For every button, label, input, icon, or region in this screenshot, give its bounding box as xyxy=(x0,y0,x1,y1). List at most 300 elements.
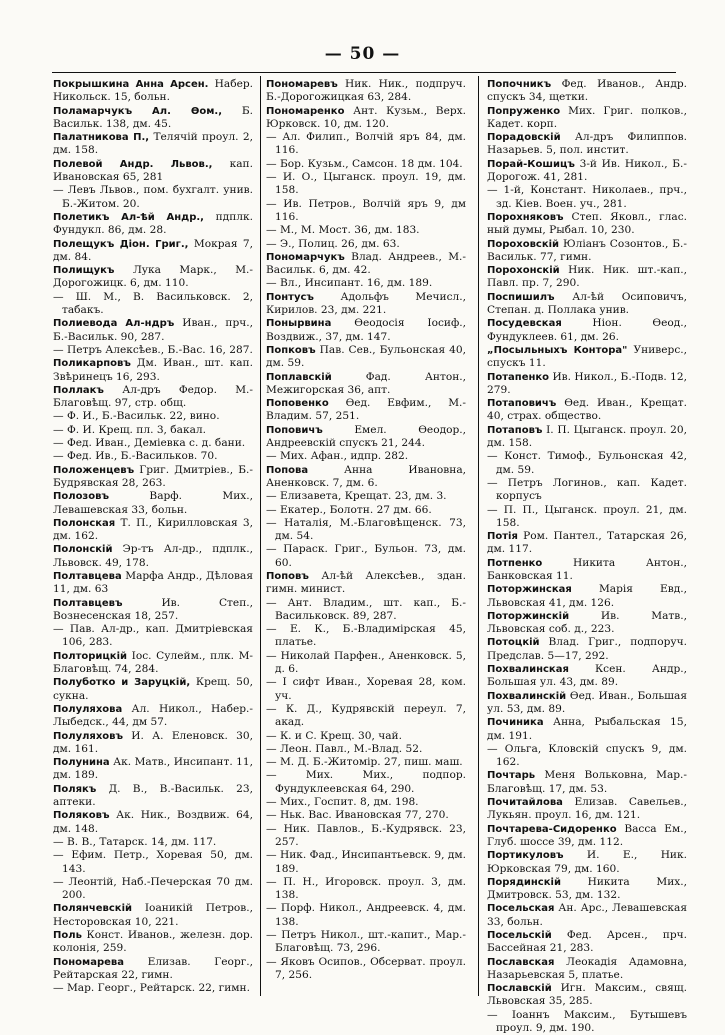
entry-details: Игн. Максим., свящ. Львовская 35, 285. xyxy=(487,982,687,1008)
entry-details: — Петръ Логинов., кап. Кадет. корпусъ xyxy=(487,476,687,503)
entry-name: Посельскій xyxy=(487,930,552,941)
directory-entry xyxy=(53,517,253,544)
directory-entry xyxy=(53,597,253,624)
entry-details: — I сифт Иван., Хоревая 28, ком. уч. xyxy=(266,676,466,702)
directory-entry xyxy=(53,623,253,650)
entry-name: Портикуловъ xyxy=(487,850,564,862)
entry-details: — Ф. И., Б.-Васильк. 22, вино. xyxy=(53,410,220,423)
entry-name: Попочникъ xyxy=(487,79,552,90)
entry-details: — Мих., Госпит. 8, дм. 198. xyxy=(266,796,419,809)
entry-details: Марія Евд., Львовская 41, дм. 126. xyxy=(487,583,688,609)
directory-entry xyxy=(266,78,466,105)
entry-details: Ѳед. Иван., Большая ул. 53, дм. 89. xyxy=(487,689,688,715)
entry-name: Поторжинскій xyxy=(487,610,570,622)
directory-entry xyxy=(266,570,466,597)
directory-entry xyxy=(266,902,466,929)
entry-details: Иван., прч., Б.-Васильк. 90, 287. xyxy=(53,317,254,343)
entry-name: Пономаревъ xyxy=(266,79,338,90)
directory-entry xyxy=(487,982,687,1009)
entry-details: Лука Марк., М.-Дорогожицк. 6, дм. 110. xyxy=(53,264,253,290)
entry-details: Ал. Никол., Набер.-Лыбедск., 44, дм 57. xyxy=(53,702,253,729)
directory-entry xyxy=(53,543,253,570)
directory-entry xyxy=(53,131,253,158)
directory-entry xyxy=(53,437,253,450)
entry-name: Полонскій xyxy=(53,544,113,556)
entry-details: — 1-й, Констант. Николаев., прч., зд. Кіев. Воен. уч., 281. xyxy=(487,184,687,210)
directory-entry xyxy=(266,929,466,956)
entry-name: Пономарчукъ xyxy=(266,251,345,263)
directory-entry xyxy=(487,78,687,105)
directory-entry xyxy=(487,397,687,424)
entry-details: — Пав. Ал-др., кап. Дмитріевская 106, 283. xyxy=(53,623,253,649)
directory-entry xyxy=(266,158,466,171)
directory-entry xyxy=(487,849,687,876)
directory-entry xyxy=(266,504,466,517)
directory-entry xyxy=(53,291,253,318)
entry-details: Ніон. Ѳеод., Фундуклеев. 61, дм. 26. xyxy=(487,317,687,343)
entry-details: Пав. Сев., Бульонская 40, дм. 59. xyxy=(266,343,466,370)
directory-entry xyxy=(53,357,253,384)
directory-entry xyxy=(266,543,466,570)
entry-details: — Мар. Георг., Рейтарск. 22, гимн. xyxy=(53,982,250,995)
entry-name: Полевой Андр. Львов., xyxy=(53,158,213,170)
entry-name: Полуляхова xyxy=(53,703,123,715)
entry-name: Понырвина xyxy=(266,318,332,330)
entry-name: Потаповичъ xyxy=(487,398,557,410)
entry-name: Покрышкина Анна Арсен. xyxy=(53,79,209,90)
directory-entry xyxy=(487,105,687,132)
entry-details: Степ. Яковл., глас. ный думы, Рыбал. 10, 230. xyxy=(487,210,687,237)
directory-entry xyxy=(487,424,687,451)
directory-entry xyxy=(487,902,687,929)
directory-entry xyxy=(53,849,253,876)
entry-details: Ив. Матв., Львовская соб. д., 223. xyxy=(487,609,687,636)
entry-details: — Порф. Никол., Андреевск. 4, дм. 138. xyxy=(266,902,466,928)
page-number: — 50 — xyxy=(324,44,401,64)
entry-details: Варф. Мих., Левашевская 33, больн. xyxy=(53,490,253,516)
directory-entry xyxy=(266,730,466,743)
directory-entry xyxy=(487,238,687,265)
directory-entry xyxy=(266,424,466,451)
directory-entry xyxy=(266,809,466,822)
directory-entry xyxy=(487,610,687,637)
column-divider xyxy=(478,76,479,996)
entry-details: Влад. Григ., подпоруч. Предслав. 5—17, 292. xyxy=(487,636,687,662)
directory-entry xyxy=(53,450,253,463)
entry-details: — Петръ Алексѣев., Б.-Вас. 16, 287. xyxy=(53,343,253,356)
entry-details: Ан. Арс., Левашевская 33, больн. xyxy=(487,902,687,928)
entry-details: Елизав. Георг., Рейтарская 22, гимн. xyxy=(53,955,254,981)
entry-details: Емел. Ѳеодор., Андреевскій спускъ 21, 244. xyxy=(266,423,466,450)
entry-name: Полторицкій xyxy=(53,650,128,662)
entry-name: Полуляховъ xyxy=(53,730,123,742)
directory-entry xyxy=(53,902,253,929)
entry-details: Ив. Степ., Вознесенская 18, 257. xyxy=(53,596,253,622)
entry-details: — И. О., Цыганск. проул. 19, дм. 158. xyxy=(266,171,466,197)
entry-details: Никита Мих., Дмитровск. 53, дм. 132. xyxy=(487,875,687,902)
entry-name: Полянчевскій xyxy=(53,903,133,915)
directory-entry xyxy=(266,371,466,398)
entry-name: Порохонскій xyxy=(487,265,560,277)
directory-entry xyxy=(487,743,687,770)
entry-details: Анна, Рыбальская 15, дм. 191. xyxy=(487,716,687,742)
directory-entry xyxy=(53,211,253,238)
directory-entry xyxy=(487,530,687,557)
entry-details: Ант. Кузьм., Верх. Юрковск. 10, дм. 120. xyxy=(266,104,466,130)
directory-entry xyxy=(266,796,466,809)
directory-entry xyxy=(53,238,253,265)
directory-entry xyxy=(487,636,687,663)
directory-entry xyxy=(53,410,253,423)
directory-entry xyxy=(487,823,687,850)
directory-entry xyxy=(487,663,687,690)
entry-details: Ал-ѣй Алексѣев., здан. гимн. минист. xyxy=(266,569,466,596)
directory-entry xyxy=(266,224,466,237)
directory-entry xyxy=(53,78,253,105)
directory-entry xyxy=(266,490,466,503)
entry-details: — Ал. Филип., Волчій яръ 84, дм. 116. xyxy=(266,131,466,157)
entry-details: — Леон. Павл., М.-Влад. 52. xyxy=(266,742,423,755)
entry-name: Потапенко xyxy=(487,371,550,383)
entry-details: — Наталія, М.-Благовѣщенск. 73, дм. 54. xyxy=(266,516,466,543)
entry-details: — М., М. Мост. 36, дм. 183. xyxy=(266,224,420,237)
entry-details: — В. В., Татарск. 14, дм. 117. xyxy=(53,835,217,848)
entry-details: И. Е., Ник. Юрковская 79, дм. 160. xyxy=(487,849,687,875)
directory-entry xyxy=(266,171,466,198)
directory-entry xyxy=(487,317,687,344)
header-rule xyxy=(52,72,676,73)
entry-name: Поллакъ xyxy=(53,384,104,396)
entry-details: — Параск. Григ., Бульон. 73, дм. 60. xyxy=(266,543,466,569)
entry-details: — К. и С. Крещ. 30, чай. xyxy=(266,729,402,742)
entry-details: — Ант. Владим., шт. кап., Б.-Васильковск. 89, 287. xyxy=(266,596,466,622)
entry-name: Попова xyxy=(266,464,309,476)
entry-details: — Леонтій, Наб.-Печерская 70 дм. 200. xyxy=(53,875,253,902)
entry-details: — П. Н., Игоровск. проул. 3, дм. 138. xyxy=(266,875,466,902)
entry-details: Іос. Сулейм., плк. М-Благовѣщ. 74, 284. xyxy=(53,649,254,676)
entry-details: — Ольга, Кловскій спускъ 9, дм. 162. xyxy=(487,742,687,769)
entry-details: Елизав. Савельев., Лукьян. проул. 16, дм. 121. xyxy=(487,796,687,822)
entry-details: — Петръ Никол., шт.-капит., Мар.-Благовѣщ. 73, 296. xyxy=(266,929,466,955)
entry-name: Поляковъ xyxy=(53,810,110,822)
directory-entry xyxy=(487,956,687,983)
entry-details: — Ефим. Петр., Хоревая 50, дм. 143. xyxy=(53,849,253,875)
entry-name: Палатникова П., xyxy=(53,132,150,144)
entry-details: Мокрая 7, дм. 84. xyxy=(53,237,253,263)
entry-details: — Яковъ Осипов., Обсерват. проул. 7, 256. xyxy=(266,955,466,981)
directory-entry xyxy=(53,956,253,983)
entry-details: Крещ. 50, сукна. xyxy=(53,676,253,702)
entry-details: Фед. Арсен., прч. Бассейная 21, 283. xyxy=(487,929,687,955)
entry-name: Понтусъ xyxy=(266,291,314,303)
entry-details: Леокадія Адамовна, Назарьевская 5, платье. xyxy=(487,955,687,981)
entry-name: Потія xyxy=(487,531,518,543)
entry-details: Телячій проул. 2, дм. 158. xyxy=(53,131,253,157)
entry-name: Починика xyxy=(487,717,544,729)
entry-name: Попруженко xyxy=(487,105,561,117)
entry-details: Юліанъ Созонтов., Б.-Васильк. 77, гимн. xyxy=(487,237,687,263)
entry-name: Почитайлова xyxy=(487,797,563,809)
entry-name: Поликарповъ xyxy=(53,358,131,370)
entry-name: Посудевская xyxy=(487,318,562,330)
entry-name: Полетикъ Ал-ѣй Андр., xyxy=(53,211,204,223)
directory-entry xyxy=(266,956,466,983)
column-1 xyxy=(53,78,253,996)
directory-entry xyxy=(487,131,687,158)
entry-details: — Іоаннъ Максим., Бутышевъ проул. 9, дм. 190. xyxy=(487,1008,687,1035)
entry-name: Поповъ xyxy=(266,570,309,582)
directory-entry xyxy=(487,690,687,717)
entry-details: Ал-дръ Филиппов. Назарьев. 5, пол. инстит. xyxy=(487,131,687,157)
directory-entry xyxy=(487,876,687,903)
entry-details: пдплк. Фундукл. 86, дм. 28. xyxy=(53,210,253,237)
entry-name: Пославская xyxy=(487,956,555,968)
directory-entry xyxy=(53,384,253,411)
entry-details: Ак. Матв., Инсипант. 11, дм. 189. xyxy=(53,756,253,782)
directory-entry xyxy=(53,783,253,810)
entry-name: Поповичъ xyxy=(266,424,323,436)
entry-details: — Елизавета, Крещат. 23, дм. 3. xyxy=(266,490,447,503)
entry-details: Дм. Иван., шт. кап. Звѣринецъ 16, 293. xyxy=(53,357,253,383)
directory-entry xyxy=(266,849,466,876)
entry-details: Универс., спускъ 11. xyxy=(487,343,687,370)
entry-name: Порядинскій xyxy=(487,876,561,888)
entry-details: — К. Д., Кудрявскій переул. 7, акад. xyxy=(266,702,466,729)
entry-name: Поламарчукъ Ал. Ѳом., xyxy=(53,105,222,117)
entry-details: — Ш. М., В. Васильковск. 2, табакъ. xyxy=(53,290,253,317)
entry-details: кап. Ивановская 65, 281 xyxy=(53,157,253,184)
directory-entry xyxy=(487,371,687,398)
directory-entry xyxy=(53,424,253,437)
entry-details: Д. В., В.-Васильк. 23, аптеки. xyxy=(53,782,253,809)
directory-entry xyxy=(266,397,466,424)
entry-details: — Мих. Афан., идпр. 282. xyxy=(266,450,409,463)
directory-entry xyxy=(53,703,253,730)
entry-details: Б. Васильк. 138, дм. 45. xyxy=(53,104,253,130)
entry-name: Похвалинскій xyxy=(487,690,567,702)
directory-entry xyxy=(266,703,466,730)
entry-details: Ал-ѣй Осиповичъ, Степан. д. Поллака унив. xyxy=(487,290,687,317)
directory-entry xyxy=(487,796,687,823)
directory-entry xyxy=(53,836,253,849)
entry-details: Марфа Андр., Дѣловая 11, дм. 63 xyxy=(53,569,253,596)
entry-details: Васса Ем., Глуб. шоссе 39, дм. 112. xyxy=(487,822,688,848)
entry-name: Потоцкій xyxy=(487,637,540,649)
entry-name: Порай-Кошицъ xyxy=(487,158,575,170)
entry-details: Ак. Ник., Воздвиж. 64, дм. 148. xyxy=(53,809,254,835)
entry-details: Ѳед. Евфим., М.-Владим. 57, 251. xyxy=(266,397,466,423)
entry-details: Ив. Никол., Б.-Подв. 12, 279. xyxy=(487,370,687,396)
entry-details: Ал-дръ Федор. М.-Благовѣщ. 97, стр. общ. xyxy=(53,383,253,410)
entry-details: — Левъ Львов., пом. бухгалт. унив. Б.-Житом. 20. xyxy=(53,184,253,210)
entry-name: Поспишилъ xyxy=(487,291,555,303)
entry-name: Поторжинская xyxy=(487,584,572,596)
column-3 xyxy=(487,78,688,1035)
entry-details: — Фед. Ив., Б.-Васильков. 70. xyxy=(53,450,218,463)
directory-entry xyxy=(53,464,253,491)
directory-entry xyxy=(266,769,466,796)
directory-entry xyxy=(266,676,466,703)
entry-details: — П. П., Цыганск. проул. 21, дм. 158. xyxy=(487,503,687,529)
entry-details: Ром. Пантел., Татарская 26, дм. 117. xyxy=(487,530,687,556)
directory-entry xyxy=(266,743,466,756)
directory-entry xyxy=(487,929,687,956)
entry-name: Пономарева xyxy=(53,956,124,968)
directory-entry xyxy=(53,650,253,677)
directory-entry xyxy=(266,650,466,677)
entry-details: Іоаникій Петров., Несторовская 10, 221. xyxy=(53,902,254,928)
directory-entry xyxy=(53,344,253,357)
directory-entry xyxy=(53,756,253,783)
directory-entry xyxy=(266,597,466,624)
entry-name: Попковъ xyxy=(266,344,316,356)
directory-entry xyxy=(266,823,466,850)
directory-entry xyxy=(266,464,466,491)
directory-entry xyxy=(487,450,687,477)
entry-details: — Э., Полиц. 26, дм. 63. xyxy=(266,237,400,250)
directory-entry xyxy=(487,583,687,610)
entry-name: Полонская xyxy=(53,517,116,529)
entry-details: 3-й Ив. Никол., Б.-Дорогож. 41, 281. xyxy=(487,157,687,184)
entry-details: — Бор. Кузьм., Самсон. 18 дм. 104. xyxy=(266,157,463,170)
directory-entry xyxy=(266,623,466,650)
directory-entry xyxy=(53,929,253,956)
directory-entry xyxy=(487,344,687,371)
entry-details: — Вл., Инсипант. 16, дм. 189. xyxy=(266,277,433,290)
directory-entry xyxy=(487,1009,687,1035)
entry-details: — Ник. Павлов., Б.-Кудрявск. 23, 257. xyxy=(266,822,466,848)
entry-name: Почтарева-Сидоренко xyxy=(487,823,617,835)
directory-entry xyxy=(53,809,253,836)
entry-details: — Екатер., Болотн. 27 дм. 66. xyxy=(266,503,432,516)
entry-name: Поповенко xyxy=(266,398,329,410)
entry-details: — Николай Парфен., Аненковск. 5, д. 6. xyxy=(266,649,466,676)
entry-name: Поль xyxy=(53,930,82,941)
entry-name: „Посыльныхъ Контора" xyxy=(487,344,628,356)
entry-name: Полтавцевъ xyxy=(53,597,123,609)
directory-entry xyxy=(53,570,253,597)
directory-entry xyxy=(266,756,466,769)
directory-entry xyxy=(487,477,687,504)
entry-name: Поплавскій xyxy=(266,371,332,383)
directory-entry xyxy=(266,277,466,290)
entry-name: Почтарь xyxy=(487,770,536,782)
entry-name: Полиевода Ал-ндръ xyxy=(53,318,175,330)
entry-name: Положенцевъ xyxy=(53,464,135,476)
entry-details: Ксен. Андр., Большая ул. 43, дм. 89. xyxy=(487,663,687,689)
directory-entry xyxy=(487,184,687,211)
directory-entry xyxy=(487,504,687,531)
directory-entry xyxy=(266,344,466,371)
directory-entry xyxy=(53,184,253,211)
directory-entry xyxy=(266,317,466,344)
directory-entry xyxy=(487,264,687,291)
entry-name: Полуботко и Заруцкій, xyxy=(53,677,191,689)
entry-name: Полякъ xyxy=(53,783,97,795)
entry-details: Ѳед. Иван., Крещат. 40, страх. общество. xyxy=(487,397,687,423)
entry-details: Ник. Ник. шт.-кап., Павл. пр. 7, 290. xyxy=(487,264,688,290)
entry-name: Посельская xyxy=(487,903,555,915)
entry-name: Похвалинская xyxy=(487,664,569,676)
directory-entry xyxy=(266,876,466,903)
entry-details: — М. Д. Б.-Житомір. 27, пиш. маш. xyxy=(266,756,463,769)
entry-name: Порадовскій xyxy=(487,132,561,144)
entry-details: — Ньк. Вас. Ивановская 77, 270. xyxy=(266,809,449,822)
entry-details: Фад. Антон., Межигорская 36, апт. xyxy=(266,370,466,396)
column-divider xyxy=(260,76,261,996)
directory-entry xyxy=(266,517,466,544)
directory-entry xyxy=(487,716,687,743)
directory-entry xyxy=(266,251,466,278)
directory-entry xyxy=(53,158,253,185)
entry-name: Полунина xyxy=(53,757,110,769)
directory-entry xyxy=(53,105,253,132)
entry-details: Адольфъ Мечисл., Кирилов. 23, дм. 221. xyxy=(266,290,466,317)
entry-details: Фед. Иванов., Андр. спускъ 34, щетки. xyxy=(487,78,687,104)
directory-entry xyxy=(53,730,253,757)
directory-entry xyxy=(53,676,253,703)
directory-entry xyxy=(266,105,466,132)
entry-details: Анна Ивановна, Аненковск. 7, дм. 6. xyxy=(266,463,467,489)
entry-name: Потаповъ xyxy=(487,424,543,436)
entry-details: — Фед. Иван., Деміевка с. д. бани. xyxy=(53,437,246,450)
entry-name: Полтавцева xyxy=(53,570,122,582)
entry-details: Набер. Никольск. 15, больн. xyxy=(53,78,253,104)
entry-details: И. А. Еленовск. 30, дм. 161. xyxy=(53,729,253,755)
entry-name: Полищукъ xyxy=(53,265,115,277)
entry-details: Никита Антон., Банковская 11. xyxy=(487,556,687,582)
entry-details: Ѳеодосія Іосиф., Воздвиж., 37, дм. 147. xyxy=(266,317,466,343)
directory-entry xyxy=(266,291,466,318)
entry-details: — Ник. Фад., Инсипантьевск. 9, дм. 189. xyxy=(266,849,466,875)
directory-entry xyxy=(53,264,253,291)
entry-details: Мих. Григ. полков., Кадет. корп. xyxy=(487,104,687,130)
entry-details: І. П. Цыганск. проул. 20, дм. 158. xyxy=(487,423,687,450)
entry-details: Ник. Ник., подпруч. Б.-Дорогожицкая 63, 284. xyxy=(266,78,466,104)
directory-entry xyxy=(266,198,466,225)
entry-details: Конст. Иванов., железн. дор. колонія, 259. xyxy=(53,929,254,955)
entry-details: — Ф. И. Крещ. пл. 3, бакал. xyxy=(53,423,207,436)
entry-name: Полозовъ xyxy=(53,491,109,503)
column-2 xyxy=(266,78,466,996)
entry-details: Эр-тъ Ал-др., пдплк., Львовск. 49, 178. xyxy=(53,543,253,569)
directory-entry xyxy=(53,490,253,517)
entry-details: — Конст. Тимоф., Бульонская 42, дм. 59. xyxy=(487,450,687,476)
entry-name: Полещукъ Діон. Григ., xyxy=(53,238,189,250)
entry-details: — Е. К., Б.-Владимірская 45, платье. xyxy=(266,623,466,649)
directory-entry xyxy=(487,769,687,796)
directory-entry xyxy=(53,876,253,903)
directory-entry xyxy=(266,238,466,251)
entry-details: Меня Вольковна, Мар.-Благовѣщ. 17, дм. 53. xyxy=(487,769,687,795)
entry-details: — Ив. Петров., Волчій яръ 9, дм 116. xyxy=(266,197,466,223)
entry-name: Пономаренко xyxy=(266,105,345,117)
entry-details: Т. П., Кирилловская 3, дм. 162. xyxy=(53,516,253,543)
directory-entry xyxy=(487,158,687,185)
directory-entry xyxy=(487,291,687,318)
directory-entry xyxy=(266,450,466,463)
directory-entry xyxy=(53,982,253,995)
entry-name: Пороховскій xyxy=(487,238,560,250)
entry-details: — Мих. Мих., подпор. Фундуклеевская 64, 290. xyxy=(266,769,466,795)
directory-entry xyxy=(53,317,253,344)
directory-entry xyxy=(266,131,466,158)
directory-entry xyxy=(487,211,687,238)
entry-details: Влад. Андреев., М.-Васильк. 6, дм. 42. xyxy=(266,250,466,277)
directory-entry xyxy=(487,557,687,584)
entry-name: Потпенко xyxy=(487,557,543,569)
entry-details: Григ. Дмитріев., Б.-Будрявская 28, 263. xyxy=(53,463,253,489)
